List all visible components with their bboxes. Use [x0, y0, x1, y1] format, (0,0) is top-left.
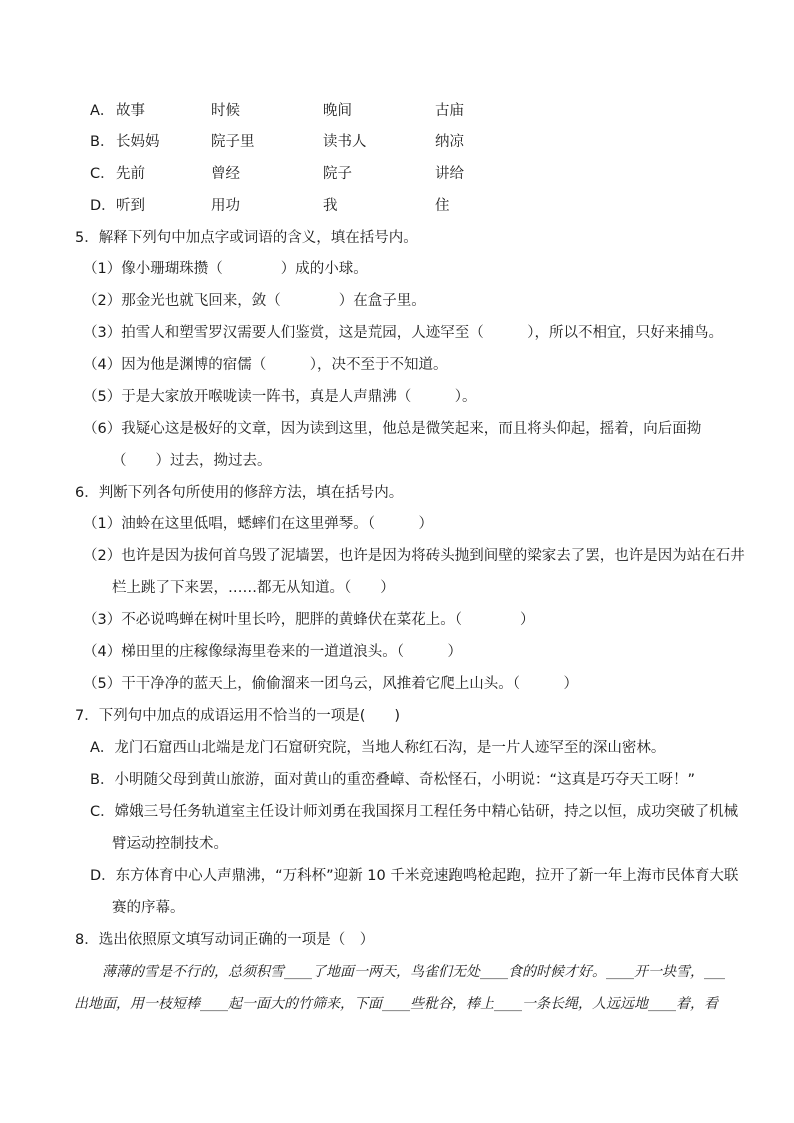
question-item: （1）油蛉在这里低唱，蟋蟀们在这里弹琴。（ ） — [83, 516, 433, 532]
question-item: （4）梯田里的庄稼像绿海里卷来的一道道浪头。（ ） — [83, 644, 462, 660]
question-stem: 7．下列句中加点的成语运用不恰当的一项是( ) — [75, 708, 401, 724]
option-word: 院子里 — [211, 134, 255, 150]
question-option-continuation: 臂运动控制技术。 — [112, 836, 228, 852]
option-word: 院子 — [323, 166, 352, 182]
question-item: （3）拍雪人和塑雪罗汉需要人们鉴赏，这是荒园，人迹罕至（ ），所以不相宜，只好来捕鸟。 — [83, 325, 723, 341]
option-word: 住 — [435, 198, 450, 214]
option-letter: A． — [90, 103, 115, 119]
option-letter: B． — [90, 134, 115, 150]
question-option: D．东方体育中心人声鼎沸，“万科杯”迎新 10 千米竞速跑鸣枪起跑，拉开了新一年上海市民体育大联 — [90, 868, 739, 884]
option-letter: D． — [90, 198, 116, 214]
option-word: 纳凉 — [435, 134, 464, 150]
option-word: 古庙 — [435, 103, 464, 119]
question-item: （1）像小珊瑚珠攒（ ）成的小球。 — [83, 261, 368, 277]
option-word: 时候 — [211, 103, 240, 119]
option-word: 我 — [323, 198, 338, 214]
question-option-continuation: 赛的序幕。 — [112, 900, 185, 916]
option-word: 讲给 — [435, 166, 464, 182]
option-letter: C． — [90, 166, 115, 182]
question-option: C．嫦娥三号任务轨道室主任设计师刘勇在我国探月工程任务中精心钻研，持之以恒，成功突破了机械 — [90, 804, 739, 820]
passage-line: 出地面，用一枝短棒____起一面大的竹筛来，下面____些秕谷，棒上____一条长绳，人远远地____着，看 — [74, 996, 718, 1012]
question-item-continuation: 栏上跳了下来罢，……都无从知道。（ ） — [112, 580, 395, 596]
option-word: 晚间 — [323, 103, 352, 119]
option-word: 读书人 — [323, 134, 367, 150]
question-stem: 6．判断下列各句所使用的修辞方法，填在括号内。 — [75, 485, 404, 501]
question-stem: 5．解释下列句中加点字或词语的含义，填在括号内。 — [75, 230, 418, 246]
option-word: 用功 — [211, 198, 240, 214]
option-word: 听到 — [116, 198, 145, 214]
option-word: 曾经 — [211, 166, 240, 182]
question-item: （2）那金光也就飞回来，敛（ ）在盒子里。 — [83, 293, 426, 309]
question-item: （5）干干净净的蓝天上，偷偷溜来一团乌云，风推着它爬上山头。（ ） — [83, 676, 578, 692]
option-word: 长妈妈 — [116, 134, 160, 150]
question-item: （6）我疑心这是极好的文章，因为读到这里，他总是微笑起来，而且将头仰起，摇着，向后面拗 — [83, 421, 702, 437]
question-item: （4）因为他是渊博的宿儒（ ），决不至于不知道。 — [83, 357, 448, 373]
question-option: B．小明随父母到黄山旅游，面对黄山的重峦叠嶂、奇松怪石，小明说：“这真是巧夺天工呀！” — [90, 772, 695, 788]
passage-line: 薄薄的雪是不行的，总须积雪____了地面一两天，鸟雀们无处____食的时候才好。____开一块雪，___ — [102, 964, 725, 980]
option-word: 故事 — [116, 103, 145, 119]
question-item-continuation: （ ）过去，拗过去。 — [112, 453, 272, 469]
question-item: （3）不必说鸣蝉在树叶里长吟，肥胖的黄蜂伏在菜花上。（ ） — [83, 612, 535, 628]
question-item: （5）于是大家放开喉咙读一阵书，真是人声鼎沸（ ）。 — [83, 389, 477, 405]
question-item: （2）也许是因为拔何首乌毁了泥墙罢，也许是因为将砖头抛到间壁的梁家去了罢，也许是因为站在石井 — [83, 548, 745, 564]
question-stem: 8．选出依照原文填写动词正确的一项是（ ） — [75, 932, 375, 948]
option-word: 先前 — [116, 166, 145, 182]
question-option: A．龙门石窟西山北端是龙门石窟研究院，当地人称红石沟，是一片人迹罕至的深山密林。 — [90, 740, 666, 756]
